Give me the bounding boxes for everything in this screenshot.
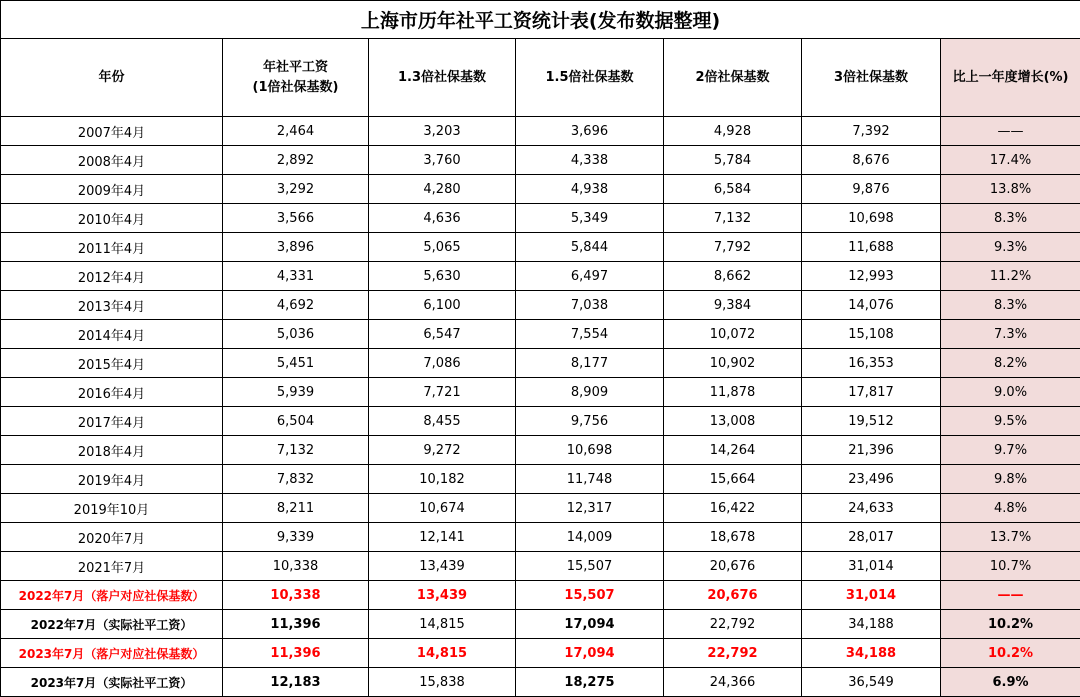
cell-base-1-3: 12,141 <box>369 523 516 552</box>
cell-base-1-5: 4,338 <box>516 146 664 175</box>
cell-base-1-5: 18,275 <box>516 668 664 697</box>
cell-growth: 17.4% <box>941 146 1080 175</box>
cell-base-3: 34,188 <box>802 639 941 668</box>
cell-base-1-3: 3,203 <box>369 117 516 146</box>
cell-growth: —— <box>941 117 1080 146</box>
cell-year: 2023年7月（落户对应社保基数） <box>1 639 223 668</box>
cell-base-3: 14,076 <box>802 291 941 320</box>
cell-year: 2013年4月 <box>1 291 223 320</box>
cell-avg-wage: 5,939 <box>223 378 369 407</box>
cell-base-3: 16,353 <box>802 349 941 378</box>
cell-avg-wage: 7,132 <box>223 436 369 465</box>
cell-base-2: 14,264 <box>664 436 802 465</box>
cell-avg-wage: 3,896 <box>223 233 369 262</box>
cell-avg-wage: 6,504 <box>223 407 369 436</box>
cell-avg-wage: 3,292 <box>223 175 369 204</box>
cell-base-3: 21,396 <box>802 436 941 465</box>
cell-growth: 4.8% <box>941 494 1080 523</box>
cell-growth: 9.8% <box>941 465 1080 494</box>
cell-base-3: 7,392 <box>802 117 941 146</box>
cell-base-3: 23,496 <box>802 465 941 494</box>
cell-base-2: 22,792 <box>664 610 802 639</box>
cell-base-3: 9,876 <box>802 175 941 204</box>
cell-base-1-3: 13,439 <box>369 581 516 610</box>
cell-base-3: 11,688 <box>802 233 941 262</box>
cell-growth: —— <box>941 581 1080 610</box>
cell-base-2: 4,928 <box>664 117 802 146</box>
cell-base-1-3: 9,272 <box>369 436 516 465</box>
table-row <box>1 465 1080 494</box>
cell-base-1-5: 12,317 <box>516 494 664 523</box>
header-growth: 比上一年度增长(%) <box>941 39 1080 117</box>
cell-base-1-3: 4,280 <box>369 175 516 204</box>
cell-year: 2021年7月 <box>1 552 223 581</box>
cell-base-2: 7,792 <box>664 233 802 262</box>
cell-base-1-5: 9,756 <box>516 407 664 436</box>
header-base-1-3: 1.3倍社保基数 <box>369 39 516 117</box>
table-row <box>1 552 1080 581</box>
cell-base-1-3: 7,721 <box>369 378 516 407</box>
cell-base-2: 9,384 <box>664 291 802 320</box>
cell-year: 2011年4月 <box>1 233 223 262</box>
cell-base-3: 15,108 <box>802 320 941 349</box>
cell-base-2: 16,422 <box>664 494 802 523</box>
cell-growth: 8.3% <box>941 291 1080 320</box>
cell-base-1-5: 3,696 <box>516 117 664 146</box>
table-row <box>1 146 1080 175</box>
cell-base-1-3: 3,760 <box>369 146 516 175</box>
cell-base-3: 17,817 <box>802 378 941 407</box>
cell-growth: 10.2% <box>941 639 1080 668</box>
table-row <box>1 639 1080 668</box>
table-row <box>1 523 1080 552</box>
cell-base-1-5: 5,349 <box>516 204 664 233</box>
cell-base-2: 13,008 <box>664 407 802 436</box>
cell-year: 2016年4月 <box>1 378 223 407</box>
cell-year: 2022年7月（落户对应社保基数） <box>1 581 223 610</box>
cell-avg-wage: 12,183 <box>223 668 369 697</box>
cell-growth: 9.3% <box>941 233 1080 262</box>
table-row <box>1 175 1080 204</box>
header-base-3: 3倍社保基数 <box>802 39 941 117</box>
table-row <box>1 407 1080 436</box>
cell-year: 2022年7月（实际社平工资） <box>1 610 223 639</box>
cell-base-1-5: 14,009 <box>516 523 664 552</box>
cell-avg-wage: 7,832 <box>223 465 369 494</box>
cell-base-1-5: 15,507 <box>516 552 664 581</box>
cell-base-1-3: 5,630 <box>369 262 516 291</box>
table-row <box>1 610 1080 639</box>
cell-base-1-3: 10,182 <box>369 465 516 494</box>
cell-base-2: 15,664 <box>664 465 802 494</box>
cell-base-2: 10,902 <box>664 349 802 378</box>
cell-base-1-5: 6,497 <box>516 262 664 291</box>
cell-avg-wage: 5,036 <box>223 320 369 349</box>
cell-base-2: 8,662 <box>664 262 802 291</box>
cell-base-1-3: 14,815 <box>369 639 516 668</box>
cell-base-3: 8,676 <box>802 146 941 175</box>
cell-avg-wage: 2,464 <box>223 117 369 146</box>
cell-base-1-3: 6,547 <box>369 320 516 349</box>
cell-base-1-3: 10,674 <box>369 494 516 523</box>
header-avg-wage-line1: 年社平工资 <box>223 58 368 78</box>
cell-avg-wage: 4,692 <box>223 291 369 320</box>
title-row <box>1 1 1080 39</box>
cell-year: 2007年4月 <box>1 117 223 146</box>
cell-base-3: 28,017 <box>802 523 941 552</box>
cell-base-2: 20,676 <box>664 552 802 581</box>
table-row <box>1 581 1080 610</box>
table-row <box>1 436 1080 465</box>
cell-base-1-5: 4,938 <box>516 175 664 204</box>
cell-year: 2014年4月 <box>1 320 223 349</box>
cell-year: 2010年4月 <box>1 204 223 233</box>
cell-year: 2017年4月 <box>1 407 223 436</box>
cell-growth: 8.2% <box>941 349 1080 378</box>
cell-avg-wage: 5,451 <box>223 349 369 378</box>
cell-base-1-5: 5,844 <box>516 233 664 262</box>
cell-base-3: 19,512 <box>802 407 941 436</box>
cell-year: 2019年4月 <box>1 465 223 494</box>
cell-growth: 13.7% <box>941 523 1080 552</box>
cell-base-1-5: 17,094 <box>516 639 664 668</box>
cell-base-2: 10,072 <box>664 320 802 349</box>
table-row <box>1 378 1080 407</box>
cell-avg-wage: 10,338 <box>223 581 369 610</box>
cell-growth: 6.9% <box>941 668 1080 697</box>
header-avg-wage <box>223 39 369 117</box>
cell-base-1-3: 4,636 <box>369 204 516 233</box>
cell-growth: 9.7% <box>941 436 1080 465</box>
cell-avg-wage: 2,892 <box>223 146 369 175</box>
table-row <box>1 494 1080 523</box>
cell-base-1-3: 5,065 <box>369 233 516 262</box>
table-row <box>1 668 1080 697</box>
table-row <box>1 204 1080 233</box>
cell-year: 2009年4月 <box>1 175 223 204</box>
cell-year: 2019年10月 <box>1 494 223 523</box>
cell-base-3: 31,014 <box>802 552 941 581</box>
cell-growth: 9.5% <box>941 407 1080 436</box>
cell-base-1-3: 14,815 <box>369 610 516 639</box>
table-row <box>1 233 1080 262</box>
header-base-1-5: 1.5倍社保基数 <box>516 39 664 117</box>
table-row <box>1 262 1080 291</box>
header-row <box>1 39 1080 117</box>
cell-growth: 8.3% <box>941 204 1080 233</box>
cell-base-2: 11,878 <box>664 378 802 407</box>
cell-base-3: 34,188 <box>802 610 941 639</box>
table-row <box>1 117 1080 146</box>
cell-base-1-3: 15,838 <box>369 668 516 697</box>
cell-year: 2020年7月 <box>1 523 223 552</box>
header-base-2: 2倍社保基数 <box>664 39 802 117</box>
cell-avg-wage: 3,566 <box>223 204 369 233</box>
cell-year: 2015年4月 <box>1 349 223 378</box>
table-row <box>1 291 1080 320</box>
cell-year: 2023年7月（实际社平工资） <box>1 668 223 697</box>
cell-base-2: 18,678 <box>664 523 802 552</box>
table-row <box>1 320 1080 349</box>
header-year: 年份 <box>1 39 223 117</box>
table-title: 上海市历年社平工资统计表(发布数据整理) <box>1 1 1080 39</box>
cell-growth: 13.8% <box>941 175 1080 204</box>
cell-base-2: 20,676 <box>664 581 802 610</box>
cell-base-1-5: 11,748 <box>516 465 664 494</box>
cell-growth: 9.0% <box>941 378 1080 407</box>
cell-base-1-3: 8,455 <box>369 407 516 436</box>
cell-avg-wage: 11,396 <box>223 610 369 639</box>
cell-base-1-5: 7,038 <box>516 291 664 320</box>
cell-base-1-3: 13,439 <box>369 552 516 581</box>
cell-base-2: 7,132 <box>664 204 802 233</box>
cell-base-1-5: 8,177 <box>516 349 664 378</box>
cell-base-2: 5,784 <box>664 146 802 175</box>
cell-base-3: 31,014 <box>802 581 941 610</box>
header-avg-wage-line2: (1倍社保基数) <box>223 78 368 98</box>
cell-growth: 10.7% <box>941 552 1080 581</box>
cell-base-2: 22,792 <box>664 639 802 668</box>
cell-base-3: 24,633 <box>802 494 941 523</box>
cell-base-1-5: 8,909 <box>516 378 664 407</box>
cell-avg-wage: 4,331 <box>223 262 369 291</box>
cell-year: 2012年4月 <box>1 262 223 291</box>
cell-avg-wage: 11,396 <box>223 639 369 668</box>
cell-base-1-5: 15,507 <box>516 581 664 610</box>
cell-base-2: 6,584 <box>664 175 802 204</box>
cell-growth: 11.2% <box>941 262 1080 291</box>
cell-base-1-5: 17,094 <box>516 610 664 639</box>
cell-base-1-3: 7,086 <box>369 349 516 378</box>
cell-avg-wage: 8,211 <box>223 494 369 523</box>
cell-year: 2008年4月 <box>1 146 223 175</box>
cell-base-3: 36,549 <box>802 668 941 697</box>
cell-base-3: 10,698 <box>802 204 941 233</box>
cell-base-3: 12,993 <box>802 262 941 291</box>
cell-base-1-3: 6,100 <box>369 291 516 320</box>
cell-growth: 10.2% <box>941 610 1080 639</box>
cell-growth: 7.3% <box>941 320 1080 349</box>
cell-year: 2018年4月 <box>1 436 223 465</box>
table-row <box>1 349 1080 378</box>
cell-avg-wage: 10,338 <box>223 552 369 581</box>
cell-base-1-5: 7,554 <box>516 320 664 349</box>
cell-base-1-5: 10,698 <box>516 436 664 465</box>
cell-base-2: 24,366 <box>664 668 802 697</box>
cell-avg-wage: 9,339 <box>223 523 369 552</box>
